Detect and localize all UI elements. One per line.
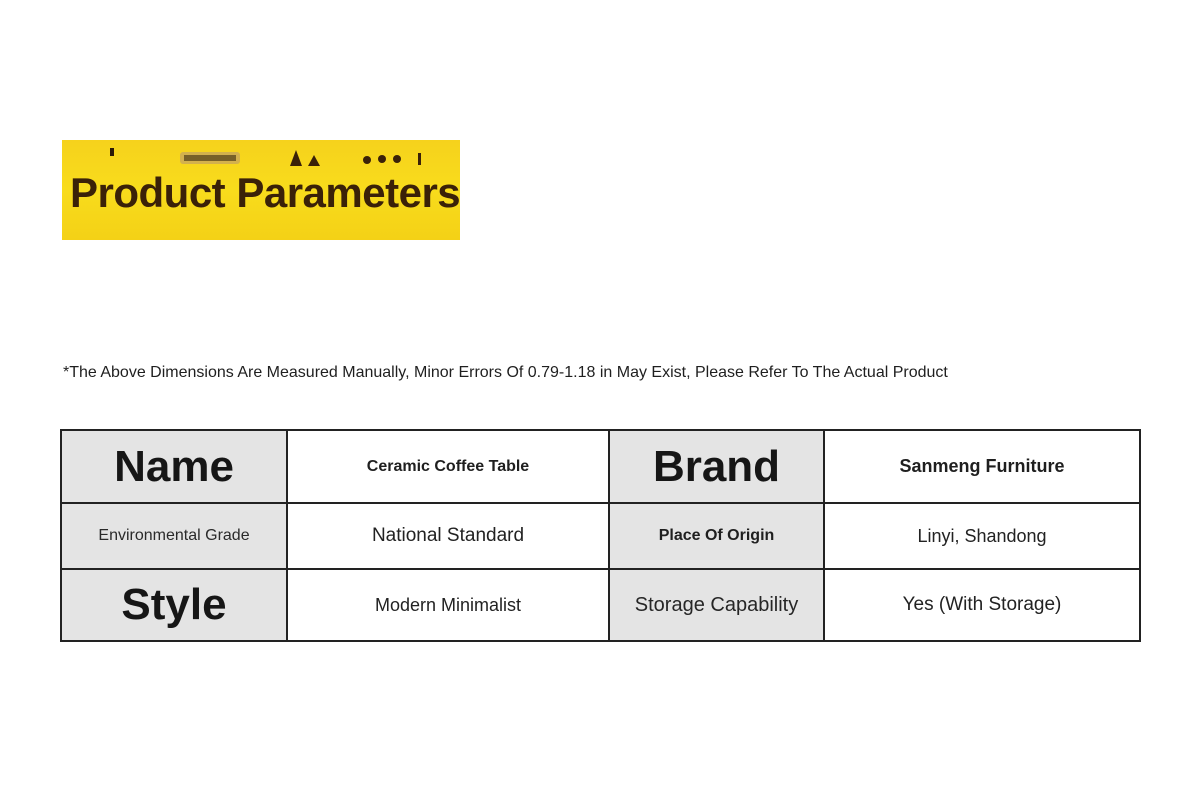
style-value: Modern Minimalist: [374, 594, 522, 615]
table-row: [61, 569, 1140, 641]
name-value: Ceramic Coffee Table: [366, 457, 530, 475]
label-cell: [61, 569, 287, 641]
storage-capability-label: Storage Capability: [634, 593, 799, 616]
value-cell: [287, 503, 609, 569]
value-cell: [287, 430, 609, 503]
place-of-origin-value: Linyi, Shandong: [917, 525, 1047, 546]
label-cell: [609, 569, 824, 641]
title-banner: [62, 140, 460, 240]
brand-value: Sanmeng Furniture: [899, 456, 1065, 476]
parameters-table: [60, 429, 1141, 642]
dimension-note: *The Above Dimensions Are Measured Manually, Minor Errors Of 0.79-1.18 in May Exist, Please Refer To The Actual Product: [63, 364, 948, 381]
table-row: [61, 503, 1140, 569]
name-label: Name: [114, 441, 234, 491]
environmental-grade-value: National Standard: [371, 525, 525, 546]
storage-capability-value: Yes (With Storage): [902, 594, 1062, 615]
style-label: Style: [121, 580, 227, 629]
value-cell: [824, 569, 1140, 641]
label-cell: [609, 430, 824, 503]
label-cell: [609, 503, 824, 569]
label-cell: [61, 430, 287, 503]
table-row: [61, 430, 1140, 503]
value-cell: [824, 430, 1140, 503]
value-cell: [824, 503, 1140, 569]
page-title: Product Parameters: [70, 169, 461, 216]
brand-label: Brand: [652, 441, 781, 491]
label-cell: [61, 503, 287, 569]
place-of-origin-label: Place Of Origin: [658, 527, 775, 544]
value-cell: [287, 569, 609, 641]
environmental-grade-label: Environmental Grade: [98, 527, 250, 544]
